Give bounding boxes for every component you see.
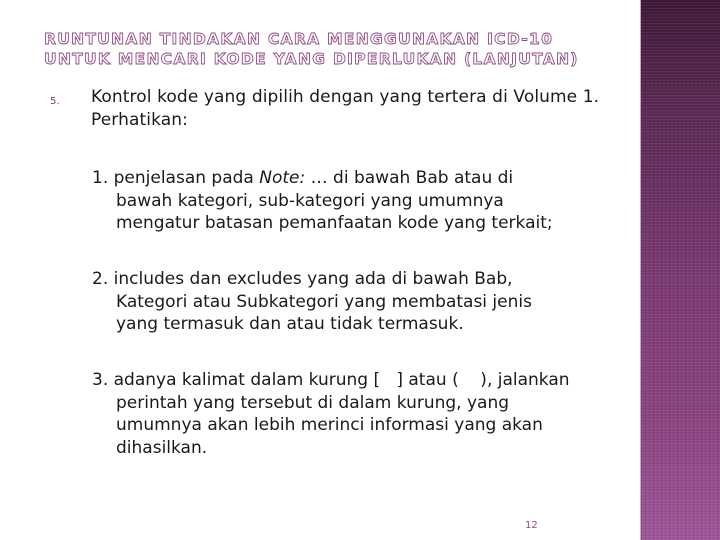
divider-line: [638, 0, 640, 540]
list-item-2: [92, 268, 622, 336]
step-intro: [91, 86, 639, 132]
list-item-3-line-1: 3. adanya kalimat dalam kurung [ ] atau ( ), jalankan: [92, 370, 570, 390]
step-intro-line-2: Perhatikan:: [91, 110, 188, 130]
list-item-3-line-2: perintah yang tersebut di dalam kurung, yang: [116, 392, 510, 413]
list-item-1-line-1: 1. penjelasan pada Note: … di bawah Bab atau di: [92, 168, 514, 188]
decorative-side-band: [641, 0, 720, 540]
step-number: 5.: [50, 96, 60, 107]
list-item-2-line-2: Kategori atau Subkategori yang membatasi jenis: [116, 291, 532, 312]
list-item-3: [92, 369, 622, 459]
slide-title: [44, 29, 634, 69]
list-item-1-line-2: bawah kategori, sub-kategori yang umumnya: [116, 190, 504, 211]
note-emphasis: Note:: [259, 168, 306, 188]
step-intro-line-1: Kontrol kode yang dipilih dengan yang tertera di Volume 1.: [91, 87, 600, 107]
list-item-3-line-4: dihasilkan.: [116, 437, 208, 458]
list-item-1: [92, 167, 622, 235]
list-item-2-line-1: 2. includes dan excludes yang ada di bawah Bab,: [92, 269, 513, 289]
page-number: 12: [525, 520, 538, 531]
list-item-1-line-3: mengatur batasan pemanfaatan kode yang terkait;: [116, 213, 553, 233]
title-line-2: UNTUK MENCARI KODE YANG DIPERLUKAN (LANJUTAN): [44, 50, 579, 68]
title-line-1: RUNTUNAN TINDAKAN CARA MENGGUNAKAN ICD-10: [44, 30, 554, 48]
list-item-3-line-3: umumnya akan lebih merinci informasi yang akan: [116, 415, 543, 435]
list-item-2-line-3: yang termasuk dan atau tidak termasuk.: [116, 314, 464, 334]
